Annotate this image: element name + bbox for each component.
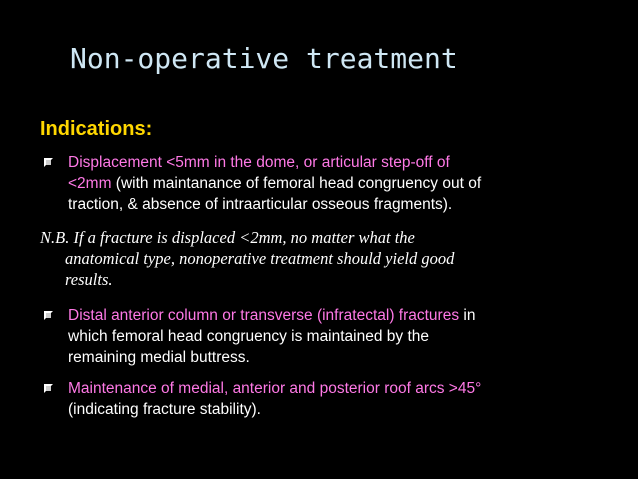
bullet-displacement-line3: traction, & absence of intraarticular osseous fragments). [68,196,453,213]
bullet-displacement [68,152,628,215]
highlight-2mm: <2mm [68,175,112,192]
indications-heading: Indications: [40,118,153,140]
bullet-distal-line1-rest: in [459,307,476,324]
bullet-distal-anterior-column [68,305,628,368]
square-bullet-icon [42,156,56,170]
bullet-distal-line3: remaining medial buttress. [68,349,250,366]
bullet-distal-line1 [68,305,628,326]
bullet-distal-line2: which femoral head congruency is maintained by the [68,328,430,345]
square-bullet-icon [42,309,56,323]
bullet-roof-line2: (indicating fracture stability). [68,401,261,418]
bullet-displacement-line1: Displacement <5mm in the dome, or articular step-off of [68,154,450,171]
bullet-roof-line1: Maintenance of medial, anterior and posterior roof arcs >45° [68,380,482,397]
highlight-distal: Distal anterior column or transverse (infratectal) fractures [68,307,460,324]
bullet-displacement-line2 [68,173,628,194]
nb-line2: anatomical type, nonoperative treatment should yield good [65,249,455,268]
nb-line1: N.B. If a fracture is displaced <2mm, no matter what the [40,228,415,247]
square-bullet-icon [42,382,56,396]
nb-line3: results. [65,270,113,289]
bullet-displacement-line2-rest: (with maintanance of femoral head congruency out of [111,175,482,192]
bullet-roof-arcs [68,378,628,420]
nb-note [40,227,620,290]
slide-title: Non-operative treatment [70,42,458,75]
